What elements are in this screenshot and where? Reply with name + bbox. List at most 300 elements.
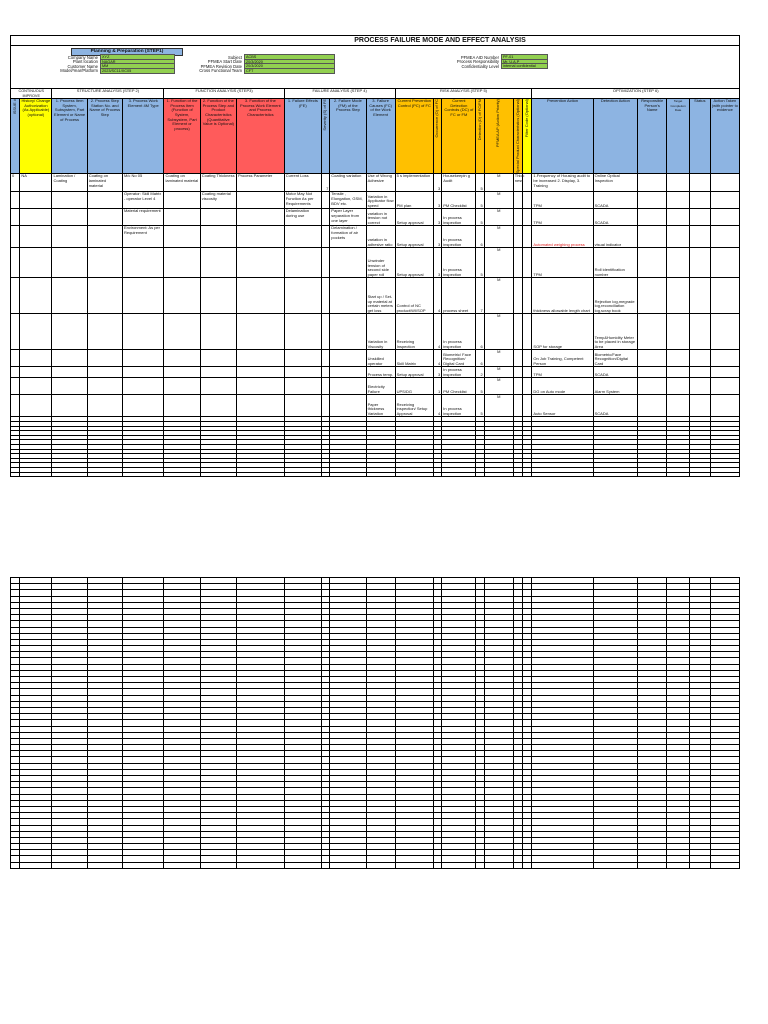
cell-step[interactable] [87,367,122,378]
cell-step[interactable] [87,378,122,395]
cell-target[interactable] [667,395,690,417]
cell-filter[interactable] [523,314,532,350]
cell-target[interactable] [667,209,690,226]
cell-step[interactable] [87,226,122,248]
empty-cell[interactable] [395,862,433,868]
field-value[interactable]: 2023/SC11/XC05 [100,68,175,74]
cell-prev-action[interactable]: On Job Training, Competent Person [532,350,593,367]
cell-status[interactable] [689,278,710,314]
cell-fn-step[interactable] [200,395,236,417]
cell-resp[interactable] [638,192,667,209]
cell-cause[interactable]: Variation in Viscosity [366,314,395,350]
cell-dc[interactable]: In process inspection [442,314,476,350]
cell-resp[interactable] [638,248,667,278]
cell-work[interactable] [122,278,163,314]
cell-filter[interactable] [523,192,532,209]
cell-effect[interactable]: Motor May Not Function As per Requirements [284,192,321,209]
cell-mode[interactable] [330,278,366,314]
empty-cell[interactable] [667,862,690,868]
cell-cause[interactable]: variation in adhesive ratio [366,226,395,248]
cell-work[interactable] [122,367,163,378]
cell-cause[interactable]: Use of Wrong Adhesive [366,174,395,192]
cell-det[interactable]: 5 [476,248,484,278]
cell-step[interactable] [87,350,122,367]
empty-cell[interactable] [442,862,476,868]
cell-fn-step[interactable] [200,367,236,378]
cell-status[interactable] [689,367,710,378]
empty-cell[interactable] [11,862,20,868]
cell-cause[interactable]: variation in tension not correct [366,209,395,226]
cell-fn-item[interactable] [164,192,200,209]
cell-item[interactable] [52,278,87,314]
cell-history[interactable] [20,226,52,248]
cell-pc[interactable]: Control of NC product/WI/SOP [395,278,433,314]
cell-history[interactable] [20,378,52,395]
cell-det-action[interactable]: SCADA [593,192,638,209]
cell-sev[interactable] [322,367,330,378]
cell-fn-step[interactable] [200,248,236,278]
empty-cell[interactable] [513,862,522,868]
cell-mode[interactable] [330,378,366,395]
empty-cell[interactable] [284,862,321,868]
cell-status[interactable] [689,248,710,278]
field-value[interactable]: PF-01 [501,54,548,60]
empty-cell[interactable] [52,862,87,868]
cell-item[interactable] [52,248,87,278]
cell-history[interactable] [20,350,52,367]
empty-cell[interactable] [20,862,52,868]
cell-dc[interactable]: In process inspection [442,395,476,417]
cell-resp[interactable] [638,378,667,395]
cell-mode[interactable]: Coating variation [330,174,366,192]
cell-dc[interactable]: process sheet [442,278,476,314]
cell-sev[interactable] [322,226,330,248]
cell-occ[interactable]: 4 [433,314,441,350]
cell-mode[interactable] [330,350,366,367]
empty-cell[interactable] [476,862,484,868]
empty-cell[interactable] [322,862,330,868]
cell-work[interactable]: M/c No 05 [122,174,163,192]
empty-cell[interactable] [237,862,285,868]
cell-filter[interactable] [523,226,532,248]
empty-cell[interactable] [523,862,532,868]
cell-fn-step[interactable] [200,350,236,367]
cell-history[interactable]: NA [20,174,52,192]
cell-resp[interactable] [638,350,667,367]
empty-cell[interactable] [689,472,710,477]
empty-cell[interactable] [284,472,321,477]
empty-cell[interactable] [395,472,433,477]
cell-occ[interactable]: 3 [433,174,441,192]
cell-fn-work[interactable]: Process Parameter [237,174,285,192]
cell-pc[interactable]: UPS/DG [395,378,433,395]
cell-issue[interactable] [11,278,20,314]
empty-cell[interactable] [442,472,476,477]
cell-det[interactable]: 5 [476,209,484,226]
cell-pc[interactable]: PM plan [395,192,433,209]
cell-pc[interactable]: 5 s implementation [395,174,433,192]
cell-history[interactable] [20,395,52,417]
cell-issue[interactable] [11,226,20,248]
empty-cell[interactable] [200,472,236,477]
cell-cause[interactable]: Electricity Failure [366,378,395,395]
cell-det-action[interactable]: SCADA [593,209,638,226]
cell-dc[interactable]: PM Checklist [442,192,476,209]
cell-det[interactable]: 2 [476,367,484,378]
cell-status[interactable] [689,226,710,248]
cell-target[interactable] [667,378,690,395]
cell-taken[interactable] [710,192,739,209]
cell-special[interactable] [513,226,522,248]
cell-history[interactable] [20,192,52,209]
cell-effect[interactable] [284,350,321,367]
cell-dc[interactable]: In process inspection [442,226,476,248]
cell-det[interactable]: 6 [476,350,484,367]
cell-det-action[interactable]: Biometric/Face Recognition/Digital Card [593,350,638,367]
cell-filter[interactable] [523,248,532,278]
cell-mode[interactable] [330,395,366,417]
cell-sev[interactable] [322,192,330,209]
cell-fn-work[interactable] [237,278,285,314]
cell-step[interactable] [87,192,122,209]
cell-occ[interactable]: 1 [433,378,441,395]
cell-work[interactable] [122,350,163,367]
cell-fn-step[interactable]: Coating material viscosity [200,192,236,209]
empty-cell[interactable] [322,472,330,477]
cell-fn-work[interactable] [237,209,285,226]
empty-cell[interactable] [330,862,366,868]
cell-fn-item[interactable] [164,367,200,378]
cell-sev[interactable] [322,350,330,367]
cell-det-action[interactable]: SCADA [593,395,638,417]
cell-ap[interactable]: M [484,278,513,314]
cell-fn-step[interactable] [200,314,236,350]
cell-taken[interactable] [710,367,739,378]
cell-resp[interactable] [638,367,667,378]
cell-dc[interactable]: Biometric/ Face Recognition/ Digital Card [442,350,476,367]
cell-fn-item[interactable] [164,314,200,350]
cell-special[interactable] [513,395,522,417]
cell-filter[interactable] [523,367,532,378]
cell-target[interactable] [667,314,690,350]
cell-det-action[interactable]: SCADA [593,367,638,378]
cell-effect[interactable] [284,367,321,378]
cell-occ[interactable]: 3 [433,248,441,278]
empty-cell[interactable] [164,862,200,868]
cell-item[interactable] [52,226,87,248]
cell-filter[interactable] [523,209,532,226]
cell-taken[interactable] [710,278,739,314]
cell-taken[interactable] [710,209,739,226]
cell-fn-item[interactable] [164,278,200,314]
cell-fn-step[interactable] [200,378,236,395]
cell-taken[interactable] [710,350,739,367]
empty-cell[interactable] [200,862,236,868]
cell-fn-item[interactable] [164,226,200,248]
cell-dc[interactable]: PM Checklist [442,378,476,395]
cell-filter[interactable] [523,378,532,395]
cell-issue[interactable] [11,314,20,350]
cell-cause[interactable]: Process temp. [366,367,395,378]
cell-sev[interactable] [322,395,330,417]
cell-sev[interactable] [322,278,330,314]
empty-cell[interactable] [513,472,522,477]
cell-effect[interactable]: Delamination during use [284,209,321,226]
cell-history[interactable] [20,367,52,378]
cell-special[interactable] [513,367,522,378]
cell-target[interactable] [667,367,690,378]
cell-ap[interactable]: M [484,174,513,192]
cell-det[interactable]: 7 [476,278,484,314]
cell-det-action[interactable]: Temp&Humidity Meter to be placed in storage Area [593,314,638,350]
field-value[interactable]: internal confidential [501,63,548,69]
cell-special[interactable] [513,278,522,314]
cell-special[interactable] [513,209,522,226]
cell-item[interactable] [52,395,87,417]
cell-status[interactable] [689,378,710,395]
empty-cell[interactable] [593,472,638,477]
cell-det[interactable]: 5 [476,174,484,192]
cell-taken[interactable] [710,378,739,395]
cell-fn-item[interactable] [164,248,200,278]
cell-ap[interactable]: M [484,314,513,350]
cell-fn-work[interactable] [237,395,285,417]
cell-item[interactable] [52,350,87,367]
cell-cause[interactable]: Start up / Set-up material at certain meters get loss [366,278,395,314]
cell-issue[interactable] [11,350,20,367]
cell-ap[interactable]: M [484,395,513,417]
cell-special[interactable] [513,350,522,367]
cell-work[interactable] [122,314,163,350]
empty-cell[interactable] [52,472,87,477]
cell-taken[interactable] [710,314,739,350]
cell-target[interactable] [667,226,690,248]
empty-cell[interactable] [532,862,593,868]
cell-fn-work[interactable] [237,350,285,367]
empty-cell[interactable] [476,472,484,477]
empty-cell[interactable] [366,472,395,477]
empty-cell[interactable] [11,472,20,477]
empty-cell[interactable] [366,862,395,868]
empty-cell[interactable] [593,862,638,868]
cell-work[interactable] [122,378,163,395]
cell-prev-action[interactable]: DG on Auto mode [532,378,593,395]
cell-sev[interactable] [322,248,330,278]
empty-cell[interactable] [433,472,441,477]
cell-item[interactable] [52,314,87,350]
cell-issue[interactable] [11,395,20,417]
cell-effect[interactable] [284,395,321,417]
cell-issue[interactable] [11,192,20,209]
cell-status[interactable] [689,192,710,209]
cell-dc[interactable]: In process inspection [442,248,476,278]
cell-prev-action[interactable]: TPM [532,209,593,226]
cell-dc[interactable]: In process inspection [442,209,476,226]
cell-effect[interactable] [284,248,321,278]
cell-issue[interactable] [11,367,20,378]
cell-target[interactable] [667,350,690,367]
cell-special[interactable]: Thick ness [513,174,522,192]
cell-occ[interactable]: 3 [433,367,441,378]
cell-resp[interactable] [638,226,667,248]
cell-history[interactable] [20,314,52,350]
cell-ap[interactable]: M [484,209,513,226]
cell-ap[interactable]: M [484,378,513,395]
cell-item[interactable] [52,367,87,378]
cell-det[interactable]: 5 [476,192,484,209]
field-value[interactable]: CFT [244,68,335,74]
cell-det-action[interactable]: visual indicator [593,226,638,248]
cell-step[interactable] [87,278,122,314]
cell-occ[interactable]: 3 [433,209,441,226]
cell-effect[interactable] [284,278,321,314]
cell-fn-work[interactable] [237,192,285,209]
cell-step[interactable]: Coating on laminated material [87,174,122,192]
cell-effect[interactable] [284,226,321,248]
cell-prev-action[interactable]: thickness allowable length chart [532,278,593,314]
field-value[interactable]: Mr. U.A.P [501,59,548,65]
cell-work[interactable]: Material requirement [122,209,163,226]
cell-status[interactable] [689,209,710,226]
cell-fn-step[interactable] [200,278,236,314]
cell-step[interactable] [87,395,122,417]
cell-fn-step[interactable]: Coating Thickness [200,174,236,192]
cell-issue[interactable] [11,378,20,395]
cell-fn-work[interactable] [237,314,285,350]
cell-prev-action[interactable]: TPM [532,192,593,209]
cell-fn-step[interactable] [200,226,236,248]
field-value[interactable]: NAGAR [100,59,175,65]
empty-cell[interactable] [433,862,441,868]
empty-cell[interactable] [87,862,122,868]
cell-effect[interactable]: Current Loss [284,174,321,192]
cell-effect[interactable] [284,314,321,350]
cell-issue[interactable]: 0 [11,174,20,192]
cell-target[interactable] [667,192,690,209]
empty-cell[interactable] [532,472,593,477]
cell-pc[interactable]: Skill Matrix [395,350,433,367]
empty-cell[interactable] [667,472,690,477]
cell-fn-work[interactable] [237,378,285,395]
cell-special[interactable] [513,314,522,350]
empty-cell[interactable] [638,472,667,477]
cell-taken[interactable] [710,248,739,278]
cell-occ[interactable]: 4 [433,395,441,417]
cell-cause[interactable]: Unskilled operator [366,350,395,367]
empty-cell[interactable] [710,862,739,868]
cell-history[interactable] [20,209,52,226]
cell-pc[interactable]: Receiving inspection/ Setup Approval [395,395,433,417]
field-value[interactable]: MM [100,63,175,69]
cell-cause[interactable]: Variation in Applicator flow speed [367,193,394,208]
empty-cell[interactable] [20,472,52,477]
cell-pc[interactable]: Setup approval [395,209,433,226]
cell-step[interactable] [87,314,122,350]
cell-resp[interactable] [638,174,667,192]
cell-fn-step[interactable] [200,209,236,226]
empty-cell[interactable] [87,472,122,477]
cell-fn-work[interactable] [237,226,285,248]
cell-fn-work[interactable] [237,248,285,278]
cell-effect[interactable] [284,378,321,395]
cell-work[interactable] [122,248,163,278]
empty-cell[interactable] [164,472,200,477]
cell-dc[interactable]: Housekeepin g Audit [442,174,476,192]
cell-cause[interactable]: Paper thickness Variation [366,395,395,417]
cell-issue[interactable] [11,209,20,226]
empty-cell[interactable] [523,472,532,477]
cell-det[interactable]: 5 [476,395,484,417]
empty-cell[interactable] [710,472,739,477]
cell-fn-work[interactable] [237,367,285,378]
cell-pc[interactable]: Receiving Inspection [395,314,433,350]
cell-prev-action[interactable]: SOP for storage [532,314,593,350]
cell-mode[interactable]: Tensile , Elongation, GSM, BDV etc. [330,192,366,209]
cell-history[interactable] [20,248,52,278]
cell-sev[interactable]: 7 [322,174,330,192]
cell-pc[interactable]: Setup approval [395,226,433,248]
cell-fn-item[interactable]: Coating on laminated material [164,174,200,192]
field-value[interactable]: ACBS [244,54,335,60]
cell-prev-action[interactable]: Auto Sensor [532,395,593,417]
cell-pc[interactable]: Setup approval [395,248,433,278]
cell-ap[interactable]: M [484,226,513,248]
cell-det[interactable]: 6 [476,226,484,248]
cell-status[interactable] [689,174,710,192]
cell-mode[interactable] [330,248,366,278]
cell-target[interactable] [667,278,690,314]
cell-history[interactable] [20,278,52,314]
cell-work[interactable]: Operator: Skill Matrix - operator Level 4 [122,192,163,209]
cell-ap[interactable]: M [484,350,513,367]
cell-issue[interactable] [11,248,20,278]
cell-item[interactable] [52,378,87,395]
cell-resp[interactable] [638,278,667,314]
empty-cell[interactable] [638,862,667,868]
cell-mode[interactable] [330,367,366,378]
cell-item[interactable] [52,209,87,226]
cell-item[interactable] [52,192,87,209]
empty-cell[interactable] [330,472,366,477]
cell-resp[interactable] [638,209,667,226]
cell-sev[interactable] [322,209,330,226]
field-value[interactable]: 20/3/2020 [244,63,335,69]
cell-mode[interactable]: Paper Layer separation from one layer [330,209,366,226]
cell-step[interactable] [87,209,122,226]
cell-fn-item[interactable] [164,350,200,367]
cell-prev-action[interactable]: TPM [532,367,593,378]
cell-pc[interactable]: Setup approval [395,367,433,378]
field-value[interactable]: XYZ [100,54,175,60]
cell-taken[interactable] [710,174,739,192]
cell-mode[interactable]: Delamination / formation of air pockets [330,226,366,248]
cell-filter[interactable] [523,278,532,314]
empty-cell[interactable] [484,862,513,868]
cell-det[interactable]: 6 [476,314,484,350]
cell-sev[interactable] [322,314,330,350]
cell-mode[interactable] [330,314,366,350]
cell-special[interactable] [513,248,522,278]
cell-occ[interactable]: 3 [433,192,441,209]
empty-cell[interactable] [237,472,285,477]
cell-filter[interactable] [523,350,532,367]
cell-resp[interactable] [638,395,667,417]
cell-ap[interactable]: M [484,367,513,378]
cell-filter[interactable] [523,395,532,417]
cell-prev-action[interactable]: Automated weighing process [532,226,593,248]
cell-ap[interactable]: M [484,248,513,278]
cell-det-action[interactable]: Alarm System [593,378,638,395]
